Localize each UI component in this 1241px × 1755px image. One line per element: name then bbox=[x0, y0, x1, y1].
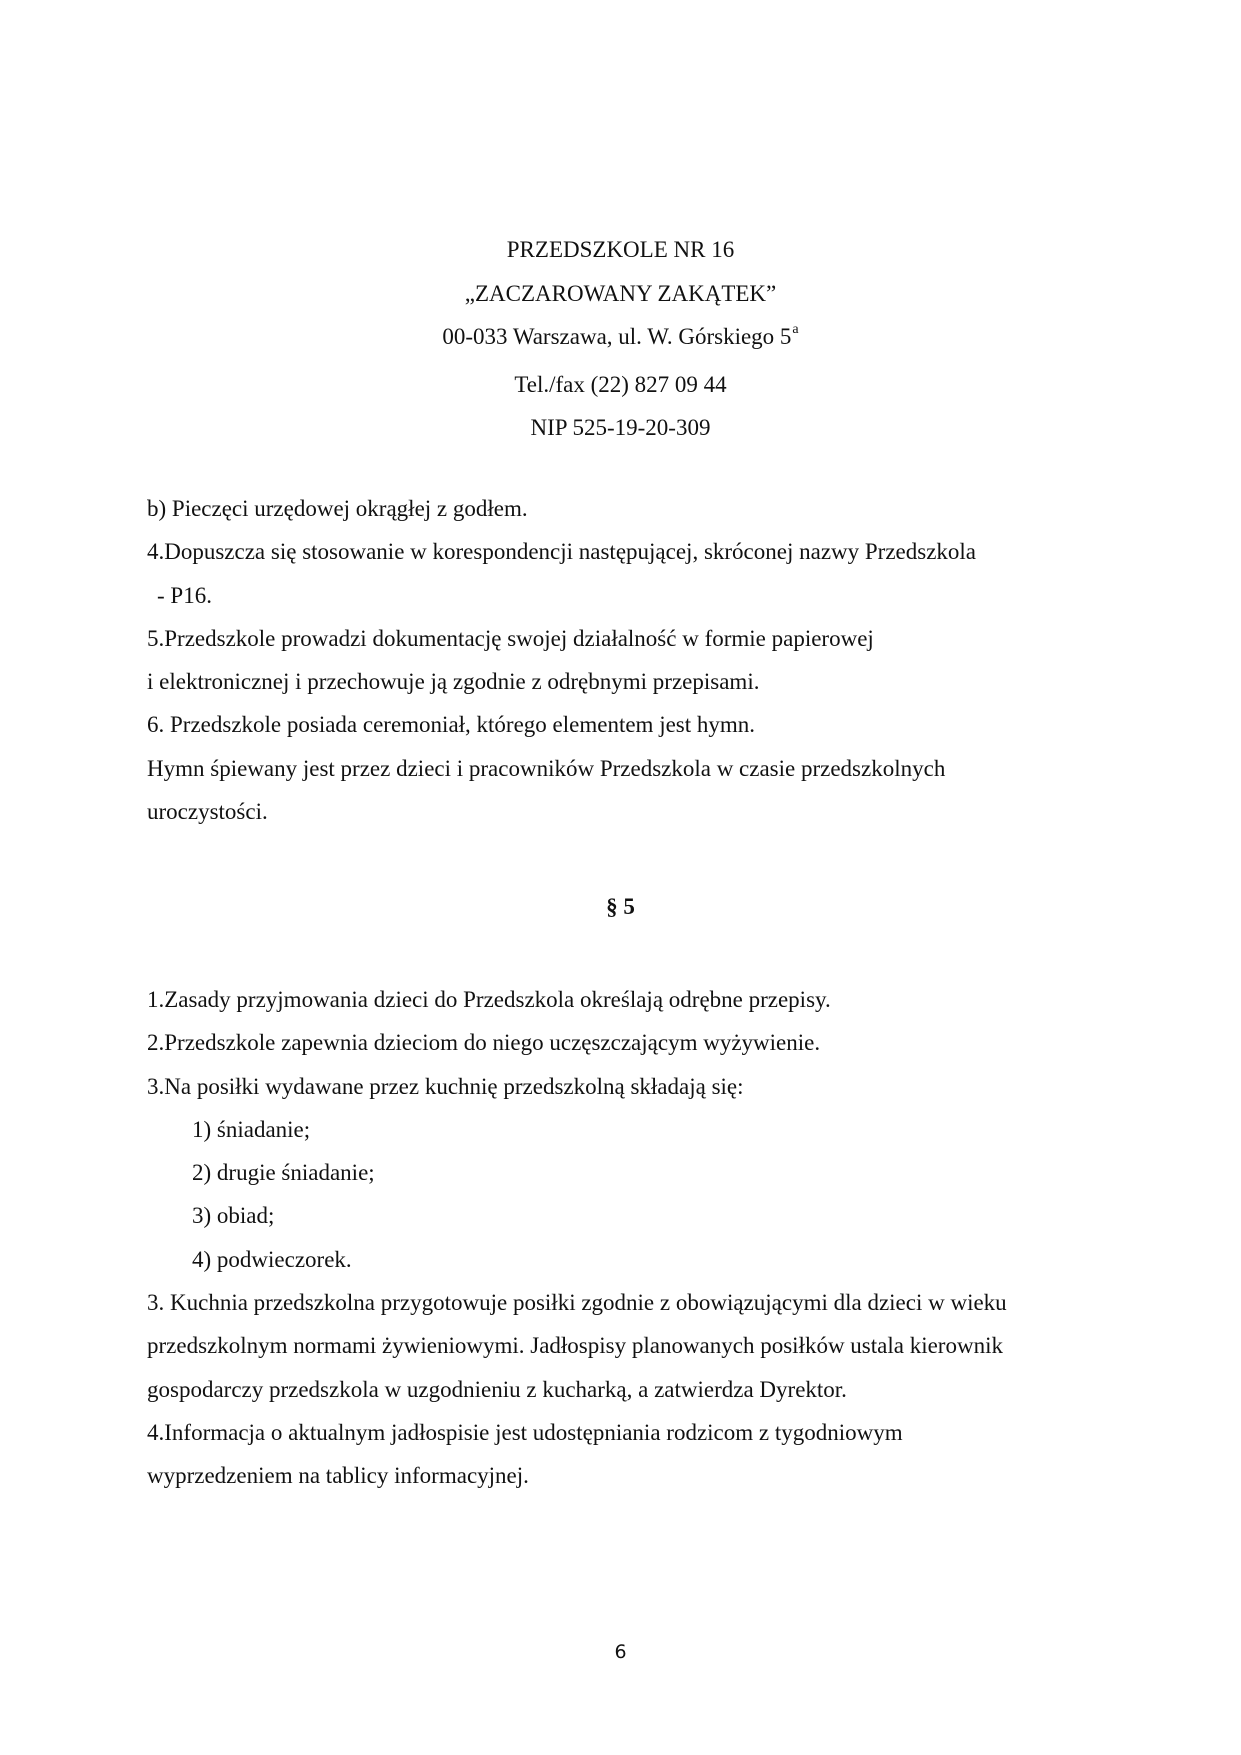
paragraph-line: wyprzedzeniem na tablicy informacyjnej. bbox=[147, 1463, 529, 1489]
letterhead bbox=[0, 228, 1241, 450]
paragraph-line: przedszkolnym normami żywieniowymi. Jadłospisy planowanych posiłków ustala kierownik bbox=[147, 1333, 1003, 1359]
paragraph-line: gospodarczy przedszkola w uzgodnieniu z kucharką, a zatwierdza Dyrektor. bbox=[147, 1376, 847, 1402]
meal-list-item: 3) obiad; bbox=[192, 1203, 275, 1229]
paragraph-line: 3. Kuchnia przedszkolna przygotowuje posiłki zgodnie z obowiązującymi dla dzieci w wieku bbox=[147, 1290, 1007, 1316]
paragraph-line: b) Pieczęci urzędowej okrągłej z godłem. bbox=[147, 496, 528, 521]
section-5-text bbox=[147, 978, 1107, 1498]
address-superscript: a bbox=[792, 322, 799, 337]
paragraph-line: 3.Na posiłki wydawane przez kuchnię przedszkolną składają się: bbox=[147, 1073, 744, 1099]
paragraph-line: 4.Informacja o aktualnym jadłospisie jest udostępniania rodzicom z tygodniowym bbox=[147, 1419, 903, 1445]
section-heading: § 5 bbox=[606, 894, 635, 919]
institution-name: PRZEDSZKOLE NR 16 bbox=[506, 237, 735, 262]
paragraph-line: 5.Przedszkole prowadzi dokumentację swojej działalność w formie papierowej bbox=[147, 625, 874, 651]
address-text: 00-033 Warszawa, ul. W. Górskiego 5 bbox=[442, 324, 792, 349]
paragraph-line: 6. Przedszkole posiada ceremoniał, którego elementem jest hymn. bbox=[147, 712, 756, 738]
paragraph-line: 4.Dopuszcza się stosowanie w korespondencji następującej, skróconej nazwy Przedszkola bbox=[147, 539, 977, 565]
paragraph-line: Hymn śpiewany jest przez dzieci i pracowników Przedszkola w czasie przedszkolnych bbox=[147, 755, 946, 781]
institution-subtitle: „ZACZAROWANY ZAKĄTEK” bbox=[464, 280, 777, 306]
paragraph-line: 1.Zasady przyjmowania dzieci do Przedszkola określają odrębne przepisy. bbox=[147, 987, 831, 1012]
institution-nip: NIP 525-19-20-309 bbox=[530, 415, 711, 440]
page-number: 6 bbox=[614, 1641, 627, 1663]
institution-address bbox=[0, 315, 1241, 363]
paragraph-line: 2.Przedszkole zapewnia dzieciom do niego uczęszczającym wyżywienie. bbox=[147, 1030, 821, 1056]
paragraph-line: uroczystości. bbox=[147, 799, 268, 825]
previous-section-text bbox=[147, 487, 1107, 833]
meal-list-item: 4) podwieczorek. bbox=[192, 1246, 352, 1272]
institution-phone: Tel./fax (22) 827 09 44 bbox=[514, 371, 727, 397]
paragraph-line: i elektronicznej i przechowuje ją zgodnie z odrębnymi przepisami. bbox=[147, 669, 760, 695]
paragraph-line: - P16. bbox=[157, 582, 212, 608]
meal-list-item: 1) śniadanie; bbox=[192, 1116, 311, 1142]
meal-list-item: 2) drugie śniadanie; bbox=[192, 1160, 375, 1186]
